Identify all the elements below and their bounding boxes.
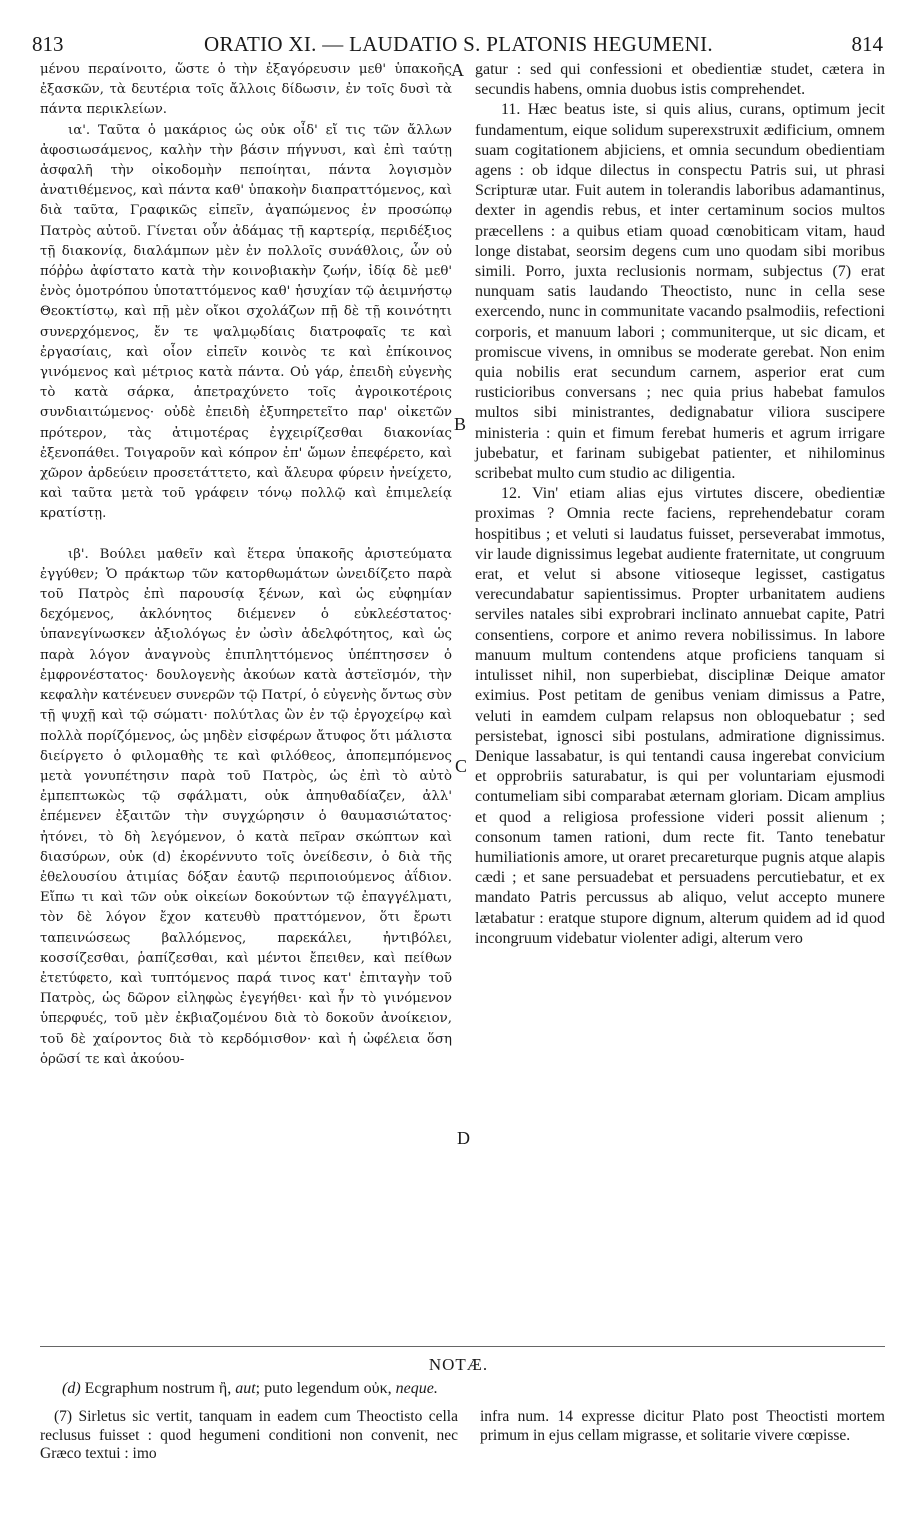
latin-paragraph-12: 12. Vin' etiam alias ejus virtutes discere, obedientiæ proximas ? Omnia recte faciens, reprehendebatur coram hospitibus ; et veluti si laudatus fuisset, perseverabat immotus, vir laude dignissimus legebat audiente fraternitate, ut congruum erat, et velut si absone vitioseque legisset, castigatus verecundabatur sapientissimus. Propter urbanitatem audiens serviles natales sibi exprobrari inclinato annuebat capite, Patri consentiens, corpore et animo revera nobilissimus. In labore manuum multum contendens atque proficiens tanquam si intulisset nihil, non superbiebat, disciplinæ Deique amator eximius. Post petitam de genibus veniam dimissus a Patre, veluti in eamdem culpam relapsus non obloquebatur ; sed persistebat, ignosci sibi postulans, admiratione dignissimus. Denique lassabatur, is qui tentandi causa ingerebat convicium et opprobriis saturabatur, is qui per voluntariam ejusmodi contumeliam sibi comparabat æternam gloriam. Dicam amplius et quod a religiosa professione videri possit alienum ; consonum tamen rationi, dum recte fit. Tanto tenebatur humiliationis amore, ut oraret precareturque pugnis atque alapis cædi ; et sane persuadebat et persuadens percutiebatur, et ex mandato Patris percussus ab aliquo, velut accepto munere lætabatur : eratque stupore dignum, alterum quidem ad id quod incongruum videbatur violenter adigi, alterum vero <box>475 485 885 947</box>
note-7-left-text: (7) Sirletus sic vertit, tanquam in eadem cum Theoctisto cella reclusus fuisset : quod hegumeni conditioni non convenit, nec Græco textui : imo <box>40 1408 458 1462</box>
page-number-left: 813 <box>32 32 64 56</box>
greek-paragraph-11: ια'. Ταῦτα ὁ μακάριος ὡς οὐκ οἶδ' εἴ τις τῶν ἄλλων ἀφοσιωσάμενος, καλὴν τὴν βάσιν πήγνυσι, καὶ ἐπὶ ταύτῃ ἀσφαλῆ τὴν οἰκοδομὴν πεποίηται, πάντα λογισμὸν ἀνατιθέμενος, καὶ πάντα καθ' ὑπακοὴν διαπραττόμενος, καὶ διὰ ταῦτα, Γραφικῶς εἰπεῖν, ἀγαπώμενος ἐν προσώπῳ Πατρὸς αὐτοῦ. Γίνεται οὖν ἀδάμας τῇ καρτερίᾳ, περιδέξιος τῇ διακονίᾳ, διαλάμπων μὲν ἐν πολλοῖς συνάθλοις, ὧν οὐ πόῤῥω ἀφίστατο κατὰ τὴν κοινοβιακὴν ζωήν, ἰδίᾳ δὲ μεθ' ἑνὸς ὁμοτρόπου ὑποταττόμενος καθ' ἡσυχίαν τῷ ἀειμνήστῳ Θεοκτίστῳ, καὶ πῇ μὲν οἴκοι σχολάζων πῇ δὲ τῇ κοινότητι συνερχόμενος, ἔν τε ψαλμῳδίαις διατροφαῖς τε καὶ ἐργασίαις, καὶ οἷον εἰπεῖν κοινὸς τε καὶ ἐπίκοινος γινόμενος καὶ μέτριος κατὰ πάντα. Οὐ γάρ, ἐπειδὴ εὐγενὴς τὸ κατὰ σάρκα, ἀπετραχύνετο τοῖς ἀγροικοτέροις συνδιαιτώμενος· οὐδὲ ἐπειδὴ ἐξυπηρετεῖτο παρ' οἰκετῶν πρότερον, τὰς ἀτιμοτέρας ἐγχειρίζεσθαι διακονίας ἐξενοπάθει. Τοιγαροῦν καὶ κόπρον ἐπ' ὤμων ἐπεφέρετο, καὶ χῶρον ἀρδεύειν προσετάττετο, καὶ ἄλευρα φύρειν ἠνείχετο, καὶ ταῦτα μετὰ τοῦ γράφειν τόνῳ πολλῷ καὶ ἐπιμελείᾳ κρατίστῃ. <box>40 122 452 522</box>
running-title: ORATIO XI. — LAUDATIO S. PLATONIS HEGUMENI. <box>204 32 713 56</box>
margin-letter-b: B <box>454 414 467 434</box>
note-d-aut: aut <box>235 1380 256 1397</box>
greek-column <box>40 60 452 1070</box>
note-d-text-2: ; puto legendum οὐκ, <box>255 1380 392 1397</box>
notes-heading: NOTÆ. <box>428 1355 489 1374</box>
note-7-right <box>480 1408 885 1445</box>
note-7-right-text: infra num. 14 expresse dicitur Plato post Theoctisti mortem primum in ejus cellam migrasse, et solitarie vivere cœpisse. <box>480 1408 885 1444</box>
note-d-neque: neque. <box>395 1380 438 1397</box>
greek-paragraph-continuation: μένου περαίνοιτο, ὥστε ὁ τὴν ἐξαγόρευσιν μεθ' ὑπακοῆς ἐξασκῶν, τὰ δευτέρια τοῖς ἄλλοις δίδωσιν, ἐν τοῖς δυσὶ τὰ πάντα περικλείων. <box>40 62 452 118</box>
margin-letter-d: D <box>457 1128 470 1148</box>
note-d <box>62 1380 882 1398</box>
note-d-text-1: Ecgraphum nostrum ἢ, <box>84 1380 232 1397</box>
margin-letter-a: A <box>451 60 464 80</box>
page-number-right: 814 <box>851 32 883 56</box>
latin-paragraph-11: 11. Hæc beatus iste, si quis alius, curans, optimum jecit fundamentum, eique solidum superexstruxit ædificium, omnem suam cogitationem abjiciens, et omnia secundum obedientiam agens : ob idque dilectus in conspectu Patris sui, ut phrasi Scripturæ utar. Fuit autem in tolerandis laboribus adamantinus, dexter in agendis rebus, et inter certaminum socios multos præcellens : a quibus etiam quoad cœnobiticam vitam, haud longe distabat, seorsim degens cum uno quodam sibi moribus simili. Porro, juxta reclusionis normam, subjectus (7) erat nunquam satis laudando Theoctisto, nunc in cella sese exercendo, nunc in communitate vacando psalmodiis, refectioni corporis, et manuum labori ; communiterque, ut sic dicam, et promiscue vivens, in omnibus se moderate gerebat. Non enim quia nobilis erat secundum carnem, asperior erat cum rusticioribus conversans ; nec quia prius habebat famulos multos sibi ministrantes, dedignabatur viliora suscipere ministeria : quin et fimum ferebat humeris et agrum irrigare jubebatur, et farinam subigebat patienter, et nihilominus scribebat multo cum studio ac diligentia. <box>475 101 885 483</box>
paragraph-gap <box>40 525 452 545</box>
notes-divider <box>40 1346 885 1347</box>
greek-paragraph-12: ιβ'. Βούλει μαθεῖν καὶ ἕτερα ὑπακοῆς ἀριστεύματα ἐγγύθεν; Ὁ πράκτωρ τῶν κατορθωμάτων ὠνειδίζετο παρὰ τοῦ Πατρὸς ἐπὶ παρουσίᾳ ξένων, καὶ ὡς εὐφημίαν δεχόμενος, ἀκλόνητος διέμενεν ὁ εὐκλεέστατος· ὑπανεγίνωσκεν ἀξιολόγως ἐν ὠσὶν ἀδελφότητος, καὶ ὡς παρὰ λόγον ἀναγνοὺς ἐπιπληττόμενος ὑπέπτησσεν ὁ ἐμφρονέστατος· δουλογενὴς ἀκούων κατὰ ἀστεϊσμόν, τὴν κεφαλὴν κατένευεν συνερῶν τῷ Πατρί, ὁ εὐγενὴς ὄντως σὺν τῇ ψυχῇ καὶ τῷ σώματι· πολύτλας ὢν ἐν τῷ ἐργοχείρῳ καὶ πολλὰ πορίζόμενος, ὡς μηδὲν εἰσφέρων ἄτυφος ὅτι μάλιστα διείργετο ὁ φιλομαθὴς τε καὶ φιλόθεος, ἀποπεμπόμενος μετὰ γονυπέτησιν παρὰ τοῦ Πατρὸς, ὡς ἐπὶ τὸ αὐτὸ ἐμπεπτωκὼς τῷ σφάλματι, οὐκ ἀπηυθαδίαζεν, ἀλλ' ἐπέμενεν ἐξαιτῶν τὴν συγχώρησιν ὁ θαυμασιώτατος· ἠτόνει, τὸ δὴ λεγόμενον, ὁ κατὰ πεῖραν σκώπτων καὶ διασύρων, οὐκ (d) ἐκορέννυτο τοῖς ὀνείδεσιν, ὁ διὰ τῆς ἐθελουσίου ἀτιμίας δόξαν ἑαυτῷ περιποιούμενος ἀΐδιον. Εἴπω τι καὶ τῶν οὐκ οἰκείων δοκούντων τῷ ἐπαγγέλματι, τὸν δὲ λόγον ἔχον κατευθὺ πραττόμενον, ὅτι ἔρωτι ταπεινώσεως βαλλόμενος, παρεκάλει, ἠντιβόλει, κοσσίζεσθαι, ῥαπίζεσθαι, καὶ μέντοι ἔπειθεν, καὶ πείθων ἐτετύφετο, καὶ τυπτόμενος παρά τινος κατ' ἐπιταγὴν τοῦ Πατρὸς, ὡς δῶρον εἰληφὼς ἐγεγήθει· καὶ ἦν τὸ γινόμενον ὑπερφυές, τοῦ μὲν ἐκβιαζομένου διὰ τὸ δοκοῦν ἀνοίκειον, τοῦ δὲ χαίροντος διὰ τὸ κερδόμισθον· καὶ ἡ ὠφέλεια ὅση ὁρῶσί τε καὶ ἀκούου- <box>40 546 452 1067</box>
note-d-label: (d) <box>62 1380 81 1397</box>
latin-column <box>475 60 885 949</box>
note-7-left <box>40 1408 458 1464</box>
latin-paragraph-continuation: gatur : sed qui confessioni et obedientiæ studet, cætera in secundis habens, omnia duobus istis comprehendet. <box>475 61 885 99</box>
margin-letter-c: C <box>455 756 468 776</box>
